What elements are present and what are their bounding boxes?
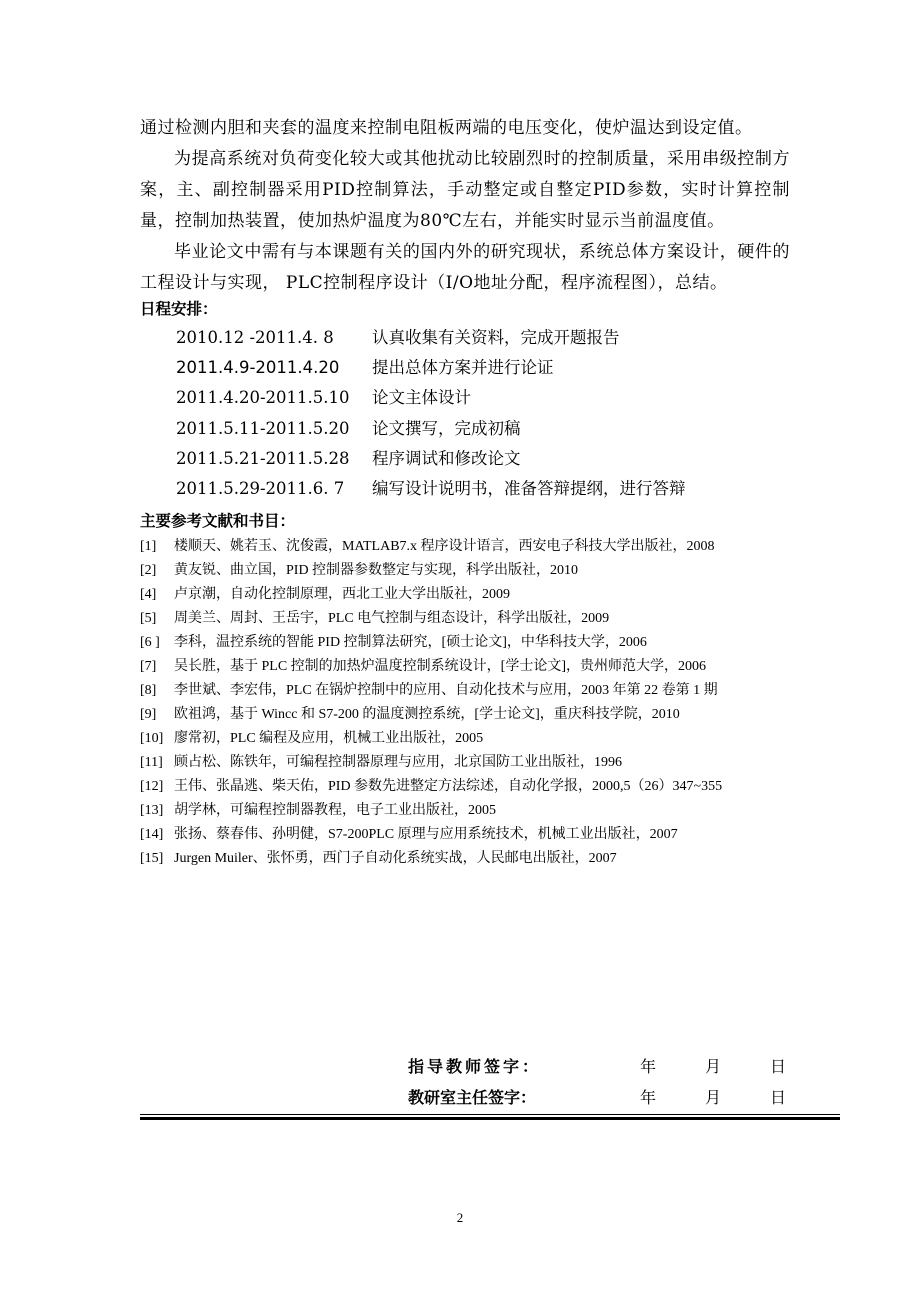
reference-text: 吴长胜，基于 PLC 控制的加热炉温度控制系统设计，[学士论文]，贵州师范大学，2006: [174, 659, 706, 674]
advisor-day-label: 日: [770, 1057, 787, 1076]
references-heading: 主要参考文献和书目：: [140, 512, 296, 530]
schedule-task: 编写设计说明书，准备答辩提纲，进行答辩: [372, 478, 686, 498]
reference-text: 胡学林，可编程控制器教程，电子工业出版社，2005: [174, 803, 496, 818]
advisor-signature-label: 指导教师签字：: [408, 1057, 542, 1076]
schedule-item: [176, 323, 796, 353]
reference-text: 顾占松、陈铁年，可编程控制器原理与应用，北京国防工业出版社，1996: [174, 755, 622, 770]
reference-item: [140, 775, 800, 799]
reference-number: [4]: [140, 587, 157, 602]
reference-text: 李世斌、李宏伟，PLC 在锅炉控制中的应用、自动化技术与应用，2003 年第 22 卷第 1 期: [174, 683, 718, 698]
schedule-date: 2011.5.29-2011.6. 7: [176, 478, 345, 498]
schedule-date: 2011.4.9-2011.4.20: [176, 358, 340, 378]
schedule-item: [176, 383, 796, 413]
reference-number: [11]: [140, 755, 163, 770]
director-signature-label: 教研室主任签字：: [408, 1088, 537, 1107]
reference-item: [140, 631, 800, 655]
schedule-task: 提出总体方案并进行论证: [372, 358, 554, 378]
reference-item: [140, 559, 800, 583]
body-paragraph-3: 毕业论文中需有与本课题有关的国内外的研究现状，系统总体方案设计，硬件的工程设计与实现， PLC控制程序设计（I/O地址分配，程序流程图），总结。: [140, 242, 790, 293]
schedule-date: 2011.5.11-2011.5.20: [176, 418, 350, 438]
reference-number: [7]: [140, 659, 157, 674]
reference-item: [140, 583, 800, 607]
reference-text: Jurgen Muiler、张怀勇，西门子自动化系统实战，人民邮电出版社，2007: [174, 851, 617, 866]
reference-number: [6 ]: [140, 635, 160, 650]
reference-number: [14]: [140, 827, 164, 842]
references-list: [140, 535, 800, 871]
reference-text: 黄友锐、曲立国，PID 控制器参数整定与实现，科学出版社，2010: [174, 563, 579, 578]
schedule-date: 2011.4.20-2011.5.10: [176, 388, 350, 408]
reference-text: 欧祖鸿，基于 Wincc 和 S7-200 的温度测控系统，[学士论文]，重庆科技学院，2010: [174, 707, 680, 722]
director-day-label: 日: [770, 1088, 787, 1107]
reference-item: [140, 607, 800, 631]
reference-text: 王伟、张晶逃、柴天佑，PID 参数先进整定方法综述，自动化学报，2000,5（26）347~355: [174, 779, 723, 794]
reference-number: [12]: [140, 779, 164, 794]
reference-item: [140, 847, 800, 871]
reference-number: [10]: [140, 731, 164, 746]
reference-text: 张扬、蔡春伟、孙明健，S7-200PLC 原理与应用系统技术，机械工业出版社，2007: [174, 827, 678, 842]
reference-item: [140, 703, 800, 727]
schedule-task: 论文主体设计: [372, 388, 471, 408]
reference-text: 廖常初，PLC 编程及应用，机械工业出版社，2005: [174, 731, 484, 746]
schedule-task: 认真收集有关资料，完成开题报告: [372, 328, 620, 347]
schedule-item: [176, 414, 796, 444]
schedule-date: 2010.12 -2011.4. 8: [176, 328, 334, 347]
advisor-year-label: 年: [640, 1057, 657, 1076]
director-month-label: 月: [705, 1088, 722, 1107]
reference-text: 卢京潮，自动化控制原理，西北工业大学出版社，2009: [174, 587, 510, 602]
reference-number: [9]: [140, 707, 157, 722]
reference-item: [140, 655, 800, 679]
reference-text: 周美兰、周封、王岳宇，PLC 电气控制与组态设计，科学出版社，2009: [174, 611, 610, 626]
schedule-item: [176, 474, 796, 504]
reference-text: 楼顺天、姚若玉、沈俊霞，MATLAB7.x 程序设计语言，西安电子科技大学出版社，2008: [174, 539, 715, 554]
reference-item: [140, 727, 800, 751]
schedule-item: [176, 353, 796, 383]
body-paragraph-1: 通过检测内胆和夹套的温度来控制电阻板两端的电压变化，使炉温达到设定值。: [140, 118, 753, 138]
schedule-item: [176, 444, 796, 474]
page-number: 2: [456, 1210, 464, 1225]
advisor-month-label: 月: [705, 1057, 722, 1076]
schedule-date: 2011.5.21-2011.5.28: [176, 448, 350, 468]
reference-item: [140, 823, 800, 847]
reference-number: [2]: [140, 563, 157, 578]
reference-item: [140, 679, 790, 703]
director-year-label: 年: [640, 1088, 657, 1107]
reference-number: [15]: [140, 851, 164, 866]
footer-rule-thin: [140, 1114, 840, 1115]
reference-item: [140, 799, 800, 823]
schedule-heading: 日程安排：: [140, 300, 218, 318]
reference-number: [5]: [140, 611, 157, 626]
footer-rule-thick: [140, 1117, 840, 1120]
reference-item: [140, 535, 800, 559]
body-paragraph-2: 为提高系统对负荷变化较大或其他扰动比较剧烈时的控制质量，采用串级控制方案，主、副控制器采用PID控制算法，手动整定或自整定PID参数，实时计算控制量，控制加热装置，使加热炉温度为80℃左右，并能实时显示当前温度值。: [140, 149, 790, 231]
reference-text: 李科，温控系统的智能 PID 控制算法研究，[硕士论文]，中华科技大学，2006: [174, 635, 647, 650]
reference-number: [8]: [140, 683, 157, 698]
reference-item: [140, 751, 800, 775]
reference-number: [13]: [140, 803, 164, 818]
reference-number: [1]: [140, 539, 157, 554]
schedule-task: 程序调试和修改论文: [372, 448, 521, 468]
schedule-task: 论文撰写，完成初稿: [372, 418, 521, 438]
schedule-list: [176, 323, 796, 504]
